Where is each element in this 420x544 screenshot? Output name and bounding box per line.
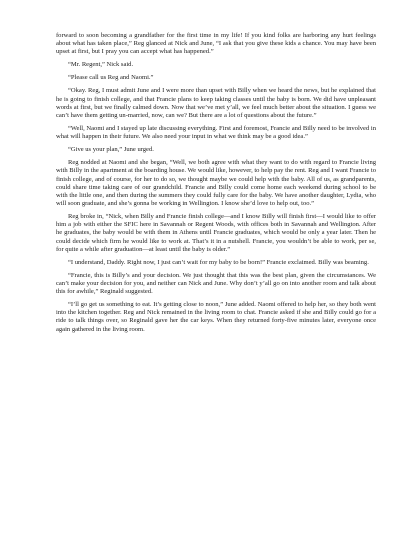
- paragraph-6: “Give us your plan,” June urged.: [68, 146, 154, 154]
- paragraph-8: Reg broke in, “Nick, when Billy and Francie finish college—and I know Billy will finish first—I would like to offer him a job with either the SFIC here in Savannah or Regent Woods, with offices both in Savannah and Wellington. After he graduates, the baby would be with them in Athens until Francie graduates, which would be only a year later. Then he could decide which firm he would like to work at. That’s it in a nutshell. Francie, you wouldn’t be able to work, per se, for quite a while after graduation—at least until the baby is older.”: [56, 213, 376, 253]
- paragraph-7: Reg nodded at Naomi and she began, “Well, we both agree with what they want to do with regard to Francie living with Billy in the apartment at the boarding house. We would like, however, to help pay the rent. Reg and I want Francie to finish college, and of course, for her to do so, we thought maybe we could help with the baby. All of us, as grandparents, could share time taking care of our grandchild. Francie and Billy could come home each weekend during school to be with the little one, and then during the summers they could fully care for the baby. We have another daughter, Lydia, who will soon graduate, and she’s gonna be working in Wellington. I know she’d love to help out, too.”: [56, 159, 376, 207]
- paragraph-9: “I understand, Daddy. Right now, I just can’t wait for my baby to be born!” Francie exclaimed. Billy was beaming.: [68, 258, 369, 266]
- paragraph-4: “Okay. Reg, I must admit June and I were more than upset with Billy when we heard the news, but he explained that he is going to finish college, and that Francie plans to keep taking classes until the baby is born. We did have unpleasant words at first, but we finally calmed down. Now that we’ve met y’all, we feel much better about the situation. I guess we can’t have them getting un-married, now, can we? But there are a lot of questions about the future.”: [56, 87, 376, 119]
- paragraph-10: “Francie, this is Billy’s and your decision. We just thought that this was the best plan, given the circumstances. We can’t make your decision for you, and neither can Nick and June. Why don’t y’all go on into another room and talk about this for awhile,” Reginald suggested.: [56, 271, 376, 296]
- paragraph-2: “Mr. Regent,” Nick said.: [68, 61, 134, 69]
- paragraph-1: forward to soon becoming a grandfather for the first time in my life! If you kind folks are harboring any hurt feelings about what has taken place,” Reg glanced at Nick and June, “I ask that you give these kids a chance. You may have been upset at first, but I pray you can accept what has happened.”: [56, 32, 376, 56]
- paragraph-5: “Well, Naomi and I stayed up late discussing everything. First and foremost, Francie and Billy need to be involved in what will happen in their future. We also need your input in what we think may be a good idea.”: [56, 124, 376, 141]
- paragraph-11: “I’ll go get us something to eat. It’s getting close to noon,” June added. Naomi offered to help her, so they both went into the kitchen together. Reg and Nick remained in the living room to chat. Francie asked if she and Billy could go for a ride to talk things over, so Reginald gave her the car keys. When they returned forty-five minutes later, everyone once again gathered in the living room.: [56, 301, 376, 333]
- paragraph-3: “Please call us Reg and Naomi.”: [68, 74, 154, 82]
